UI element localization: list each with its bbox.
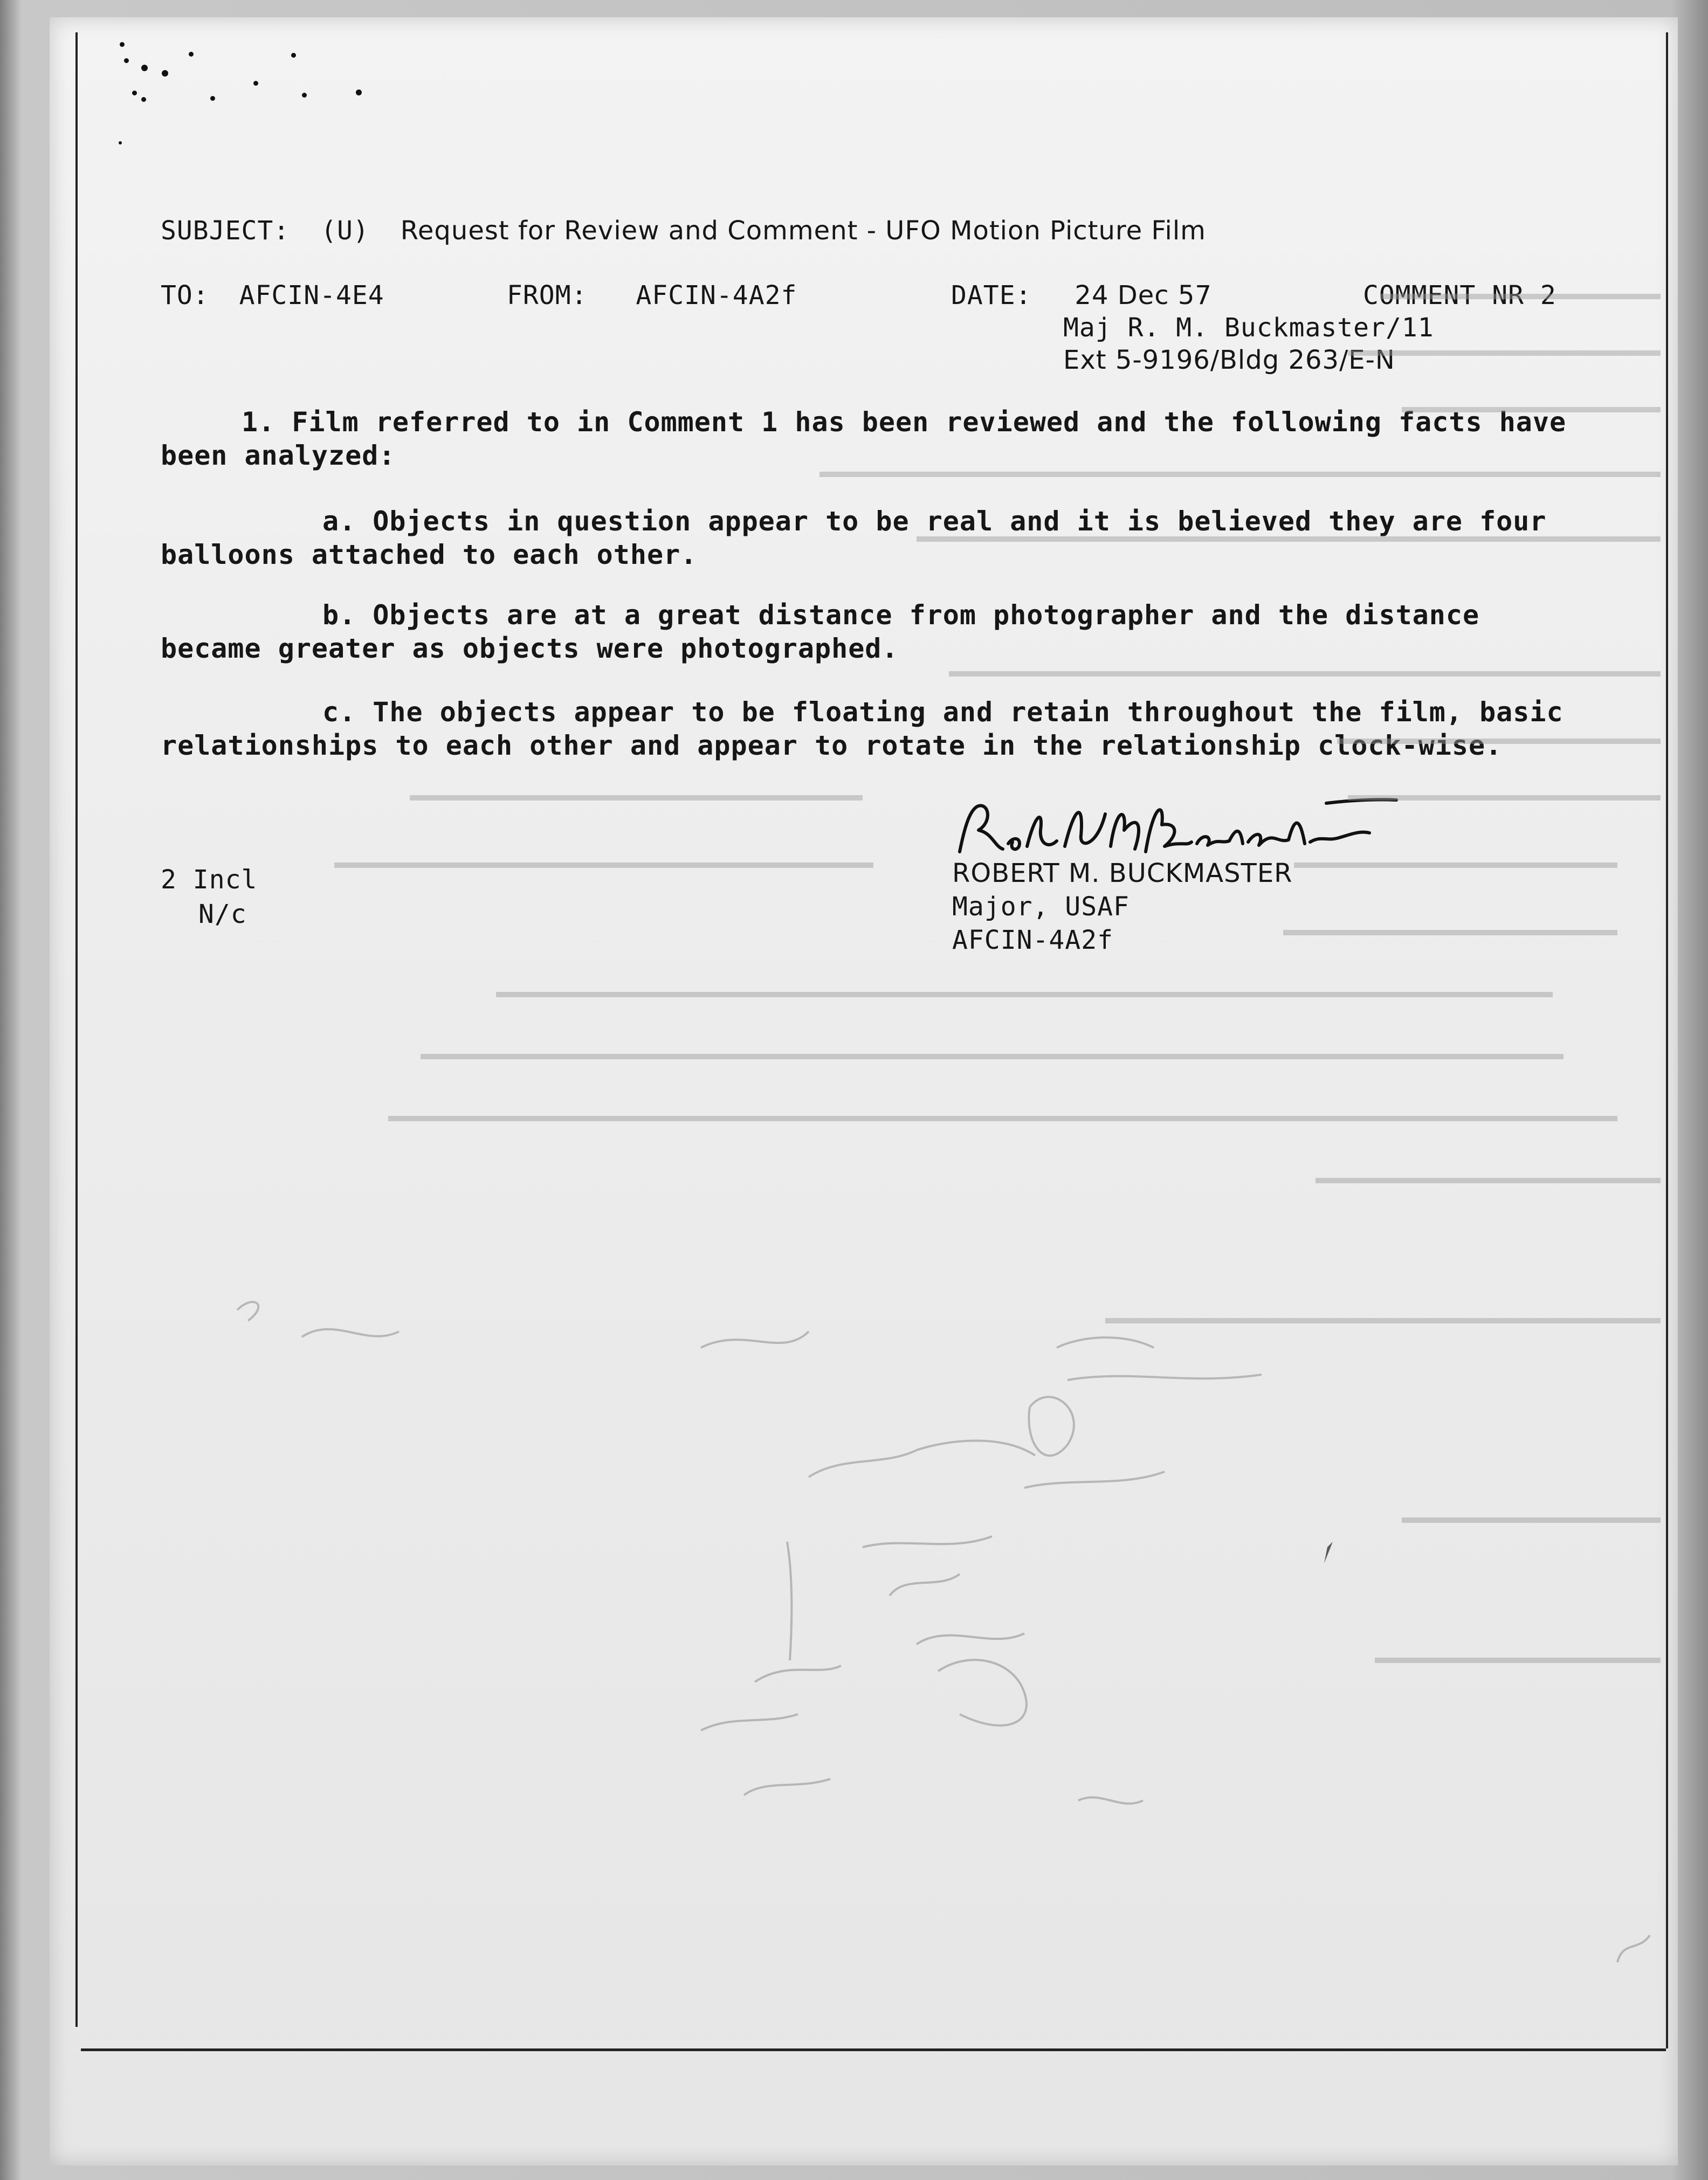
right-margin-line bbox=[1666, 32, 1668, 2048]
bottom-margin-line bbox=[81, 2048, 1666, 2051]
enclosures bbox=[161, 863, 257, 932]
to-value: AFCIN-4E4 bbox=[239, 280, 384, 311]
from-line bbox=[507, 278, 797, 313]
subject-line bbox=[161, 213, 1221, 248]
enclosure-count: 2 Incl bbox=[161, 865, 258, 895]
signer-name: ROBERT M. BUCKMASTER bbox=[952, 858, 1293, 888]
paragraph-c-line-2: relationships to each other and appear to rotate in the relationship clock-wise. bbox=[161, 730, 1503, 761]
paragraph-c bbox=[161, 695, 1573, 762]
date-label: DATE: bbox=[951, 280, 1032, 311]
signer-office: AFCIN-4A2f bbox=[952, 925, 1113, 955]
paragraph-b-line-1: b. Objects are at a great distance from photographer and the distance bbox=[322, 599, 1480, 631]
paragraph-1-line-1: 1. Film referred to in Comment 1 has been reviewed and the following facts have bbox=[242, 406, 1567, 438]
left-margin-line bbox=[75, 32, 78, 2027]
paragraph-a bbox=[161, 505, 1573, 571]
paragraph-b bbox=[161, 598, 1573, 665]
officer-extension: Ext 5-9196/Bldg 263/E-N bbox=[1063, 345, 1395, 375]
paragraph-a-line-1: a. Objects in question appear to be real and it is believed they are four bbox=[322, 506, 1547, 537]
from-label: FROM: bbox=[507, 280, 588, 311]
to-label: TO: bbox=[161, 280, 209, 311]
comment-number: COMMENT NR 2 bbox=[1363, 280, 1557, 311]
handwritten-signature bbox=[949, 792, 1402, 863]
signer-rank: Major, USAF bbox=[952, 892, 1130, 922]
subject-classification: (U) bbox=[321, 216, 369, 246]
from-value: AFCIN-4A2f bbox=[636, 280, 797, 311]
enclosure-note: N/c bbox=[198, 899, 247, 929]
subject-label: SUBJECT: bbox=[161, 216, 290, 246]
date-line bbox=[951, 278, 1212, 313]
date-value: 24 Dec 57 bbox=[1075, 280, 1212, 311]
paragraph-a-line-2: balloons attached to each other. bbox=[161, 539, 698, 570]
paragraph-1 bbox=[161, 405, 1573, 472]
paragraph-c-line-1: c. The objects appear to be floating and retain throughout the film, basic bbox=[322, 696, 1564, 728]
paragraph-b-line-2: became greater as objects were photographed. bbox=[161, 633, 899, 664]
action-officer: Maj R. M. Buckmaster/11 bbox=[1063, 313, 1434, 343]
subject-text: Request for Review and Comment - UFO Motion Picture Film bbox=[400, 216, 1206, 246]
to-line bbox=[161, 278, 384, 313]
paragraph-1-line-2: been analyzed: bbox=[161, 440, 396, 471]
